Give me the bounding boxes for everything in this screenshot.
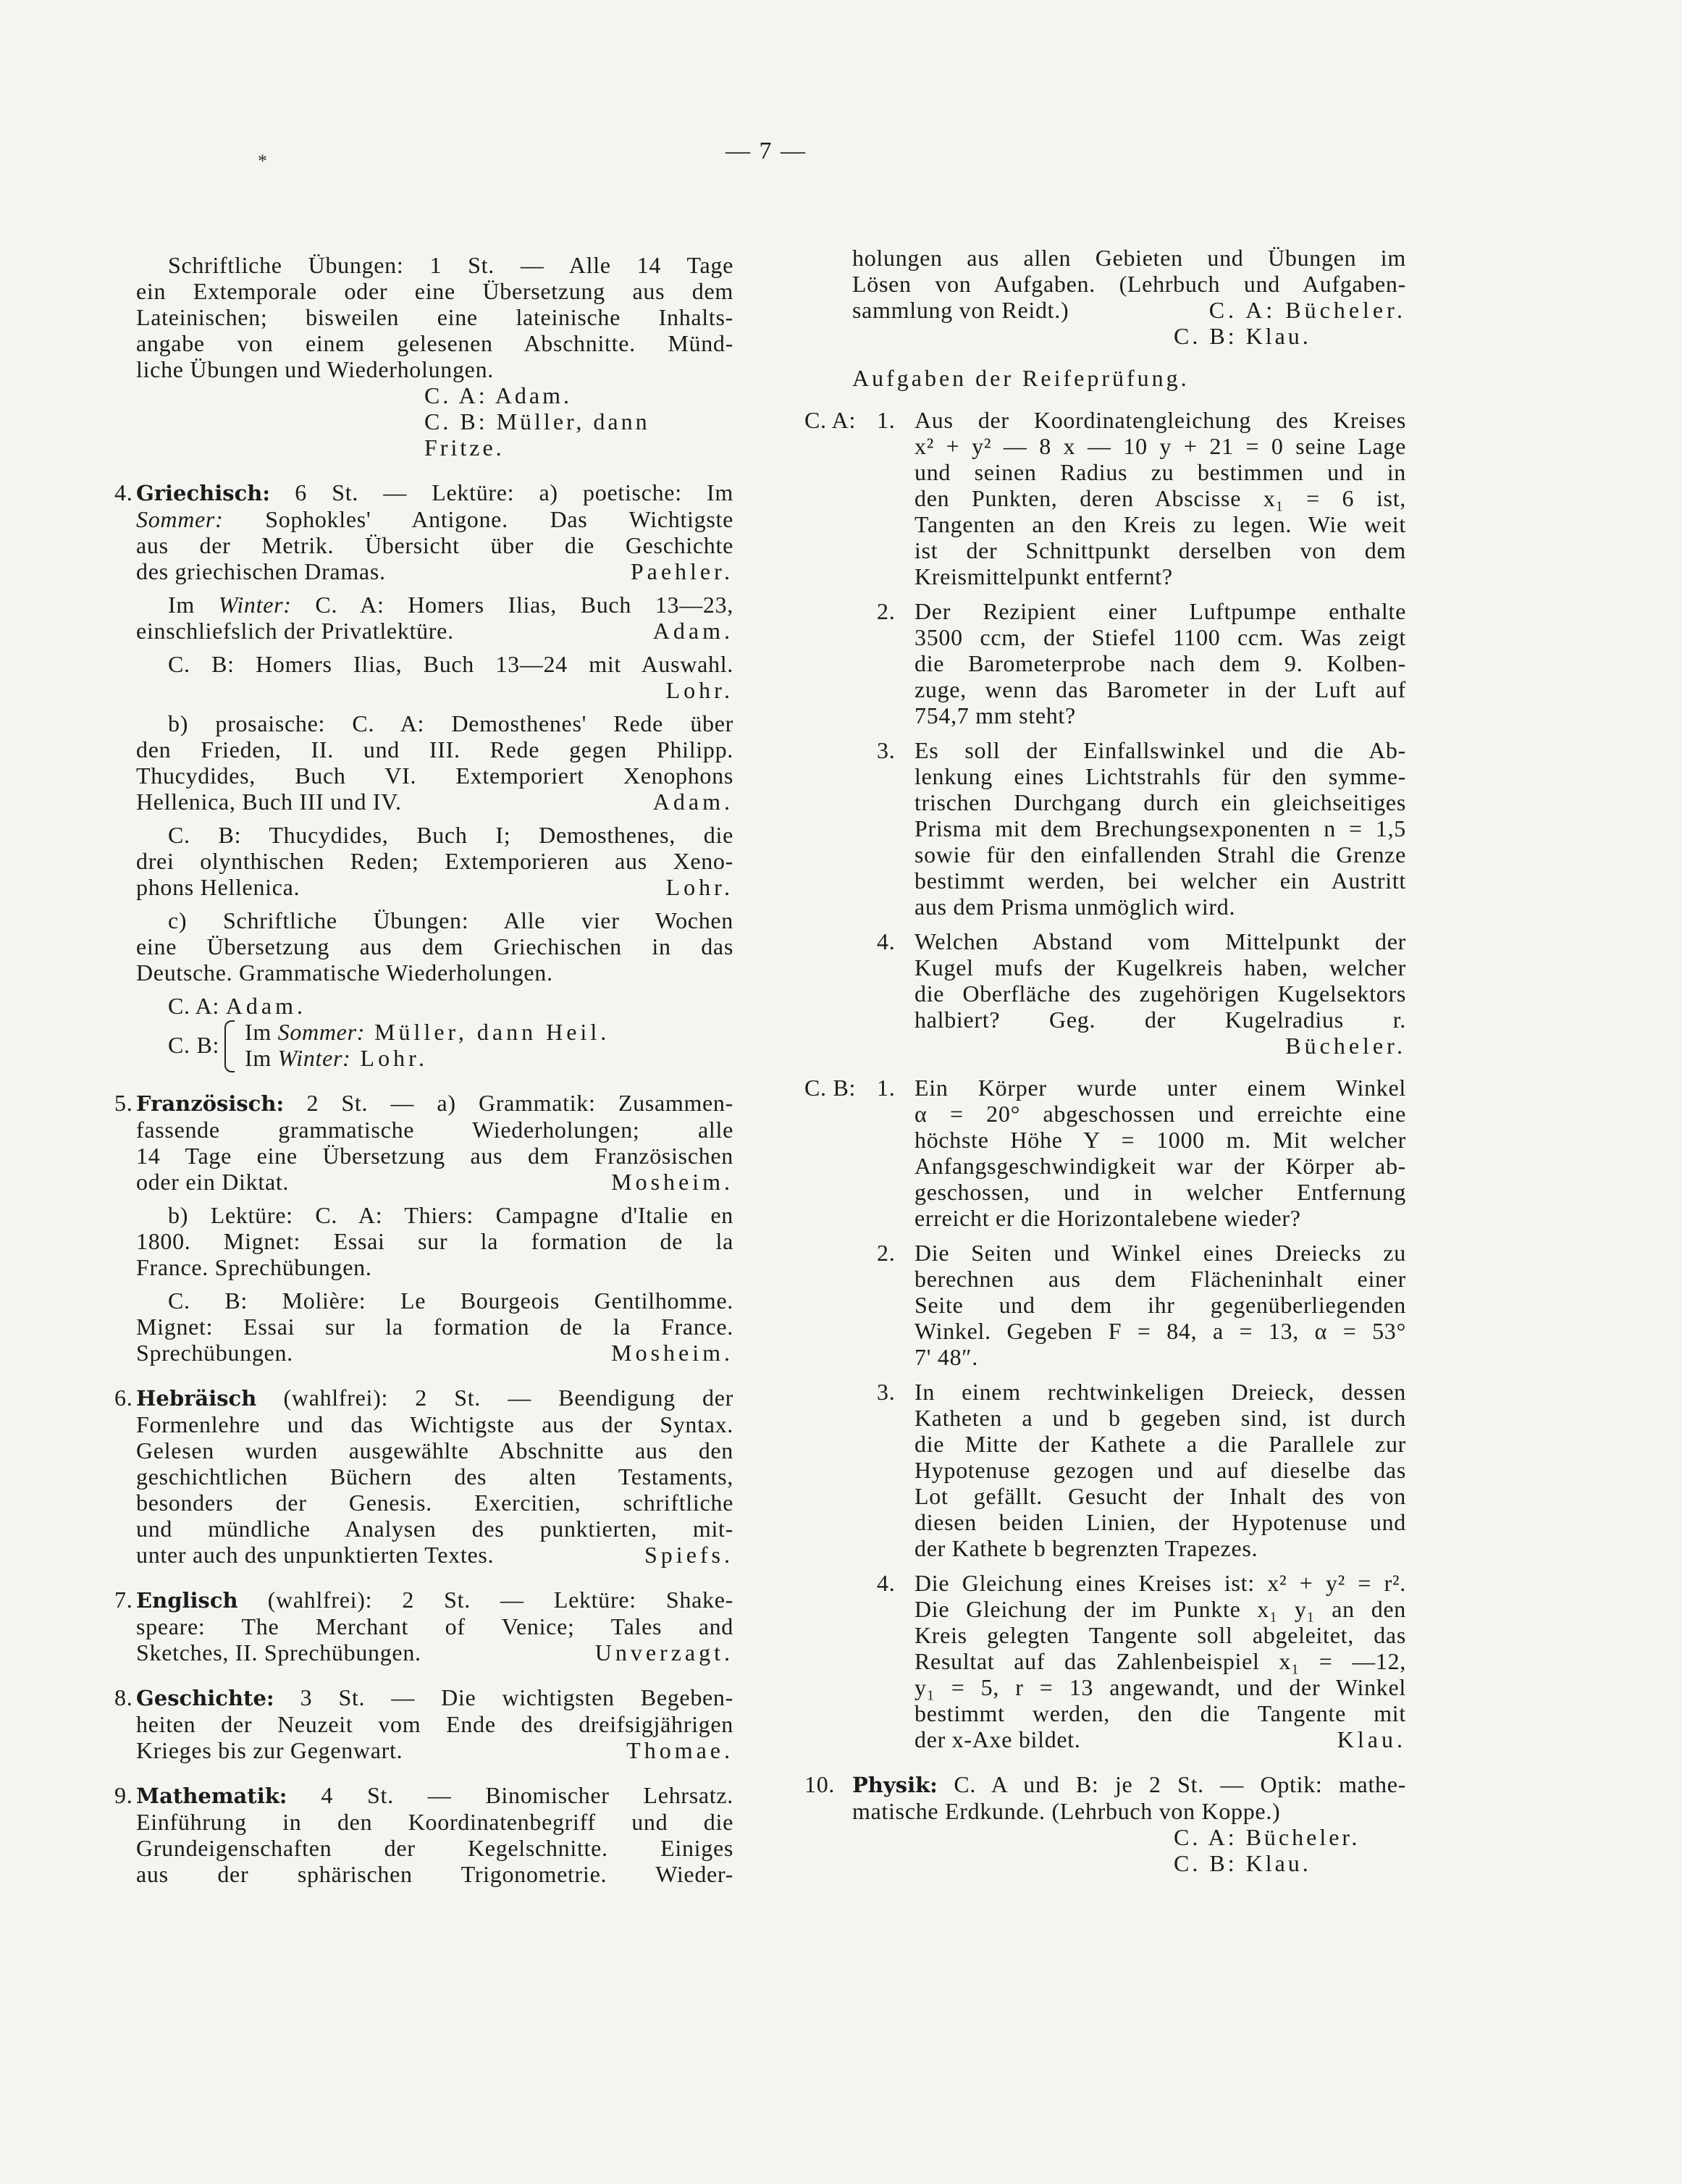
text-line: aus der Metrik. Übersicht über die Geschichte	[136, 532, 733, 558]
teacher-signature: Adam.	[652, 618, 733, 644]
italic-term: Sommer:	[136, 506, 224, 532]
text-line: besonders der Genesis. Exercitien, schriftliche	[136, 1490, 733, 1516]
text-line	[136, 592, 733, 618]
item-block	[804, 1771, 1406, 1824]
brace-symbol	[224, 1020, 235, 1072]
item-number: 4.	[877, 928, 896, 954]
task-group-label: C. B:	[804, 1075, 857, 1101]
credit-block	[852, 1824, 1406, 1876]
text-line: α = 20° abgeschossen und erreichte eine	[914, 1101, 1406, 1127]
teacher-signature: Lohr.	[665, 677, 733, 703]
section-title: Englisch	[136, 1588, 238, 1613]
item-number: 8.	[114, 1684, 133, 1710]
stray-mark: *	[258, 151, 267, 172]
para-block	[136, 822, 733, 900]
line-text-part: oder ein Diktat.	[136, 1169, 290, 1195]
section-title: Geschichte:	[136, 1686, 274, 1710]
text-line	[136, 1090, 733, 1117]
right-column	[804, 245, 1406, 1876]
text-line: Thucydides, Buch VI. Extemporiert Xenophons	[136, 763, 733, 789]
teacher-signature: C. A: Bücheler.	[1208, 297, 1406, 323]
left-column	[114, 245, 733, 1887]
item-number: 9.	[114, 1782, 133, 1808]
text-line: aus dem Prisma unmöglich wird.	[914, 894, 1236, 920]
line-text	[136, 558, 386, 584]
credit-block	[136, 382, 733, 461]
text-line: Seite und dem ihr gegenüberliegenden	[914, 1292, 1406, 1318]
text-line: Ein Körper wurde unter einem Winkel	[914, 1075, 1406, 1101]
text-line: erreicht er die Horizontalebene wieder?	[914, 1205, 1301, 1231]
text-line: 3500 ccm, der Stiefel 1100 ccm. Was zeigt	[914, 624, 1406, 650]
text-line: trischen Durchgang durch ein gleichseitiges	[914, 789, 1406, 815]
italic-term: Winter:	[277, 1045, 351, 1071]
line-text	[136, 1737, 403, 1763]
text-line: Deutsche. Grammatische Wiederholungen.	[136, 959, 553, 986]
item-block	[114, 1587, 733, 1666]
item-number: 5.	[114, 1090, 133, 1116]
teacher-signature: Lohr.	[665, 874, 733, 900]
line-text-part: C. A und B: je 2 St. — Optik: mathe-	[937, 1771, 1406, 1797]
cont-block	[852, 245, 1406, 323]
item-number: 6.	[114, 1385, 133, 1411]
teacher-signature: Mosheim.	[611, 1169, 733, 1195]
text-line: C. B: Klau.	[1174, 1850, 1311, 1876]
para-block	[136, 710, 733, 815]
text-line: Kugel mufs der Kugelkreis haben, welcher	[914, 954, 1406, 980]
text-line	[245, 1045, 733, 1071]
text-line: C. A: Adam.	[424, 382, 573, 408]
text-line: c) Schriftliche Übungen: Alle vier Wochen	[168, 907, 733, 933]
line-text-part: sammlung von Reidt.)	[852, 297, 1069, 323]
text-line	[136, 1385, 733, 1411]
teacher-name: Lohr.	[350, 1045, 428, 1071]
teacher-signature: Bücheler.	[1285, 1033, 1406, 1059]
item-number: 4.	[877, 1570, 896, 1596]
page-number: — 7 —	[726, 138, 807, 164]
para-block	[136, 252, 733, 382]
item-number: 3.	[877, 1379, 896, 1405]
text-line: ist der Schnittpunkt derselben von dem	[914, 537, 1406, 563]
text-line	[136, 1684, 733, 1711]
para-block	[136, 1288, 733, 1366]
text-line: C. B: Homers Ilias, Buch 13—24 mit Auswahl.	[168, 651, 733, 677]
text-line	[136, 1639, 733, 1666]
item-block	[114, 479, 733, 584]
text-line: heiten der Neuzeit vom Ende des dreifsigjährigen	[136, 1711, 733, 1737]
text-line: Die Seiten und Winkel eines Dreiecks zu	[914, 1240, 1406, 1266]
para-block	[136, 1202, 733, 1280]
text-line: C. B: Thucydides, Buch I; Demosthenes, die	[168, 822, 733, 848]
italic-term: Sommer:	[277, 1019, 366, 1045]
text-line: geschichtlichen Büchern des alten Testaments,	[136, 1463, 733, 1490]
item-number: 3.	[877, 737, 896, 763]
text-line	[136, 993, 733, 1019]
task-block	[804, 407, 1406, 589]
text-line	[136, 1587, 733, 1613]
text-line: Lot gefällt. Gesucht der Inhalt des von	[914, 1483, 1406, 1509]
item-number: 1.	[877, 1075, 896, 1101]
teacher-signature: Klau.	[1337, 1726, 1406, 1752]
italic-term: Winter:	[218, 592, 292, 618]
section-title: Französisch:	[136, 1091, 285, 1116]
teacher-signature: Adam.	[652, 789, 733, 815]
item-number: 2.	[877, 1240, 896, 1266]
text-line: Formenlehre und das Wichtigste aus der Syntax.	[136, 1411, 733, 1437]
line-text-part: einschliefslich der Privatlektüre.	[136, 618, 454, 644]
para-block	[136, 907, 733, 986]
item-number: 1.	[877, 407, 896, 433]
text-line	[914, 1726, 1406, 1752]
line-text	[136, 874, 300, 900]
task-block	[852, 1240, 1406, 1370]
text-line: Prisma mit dem Brechungsexponenten n = 1,5	[914, 815, 1406, 841]
text-line	[852, 1771, 1406, 1798]
section-title: Griechisch:	[136, 481, 271, 505]
text-line: Gelesen wurden ausgewählte Abschnitte aus den	[136, 1437, 733, 1463]
text-line	[852, 297, 1406, 323]
task-block	[804, 1075, 1406, 1231]
text-line: 14 Tage eine Übersetzung aus dem Französischen	[136, 1143, 733, 1169]
teacher-name: Müller, dann Heil.	[365, 1019, 610, 1045]
section-title: Mathematik:	[136, 1784, 287, 1808]
text-line: Tangenten an den Kreis zu legen. Wie weit	[914, 511, 1406, 537]
item-block	[114, 1385, 733, 1568]
text-line: Es soll der Einfallswinkel und die Ab-	[914, 737, 1406, 763]
text-line: Grundeigenschaften der Kegelschnitte. Einiges	[136, 1835, 733, 1861]
text-line: C. B: Molière: Le Bourgeois Gentilhomme.	[168, 1288, 733, 1314]
line-text	[136, 789, 402, 815]
text-line: holungen aus allen Gebieten und Übungen im	[852, 245, 1406, 271]
text-line: diesen beiden Linien, der Hypotenuse und	[914, 1509, 1406, 1535]
text-line: Winkel. Gegeben F = 84, a = 13, α = 53°	[914, 1318, 1406, 1344]
section-title: Hebräisch	[136, 1386, 257, 1411]
teacher-signature: Paehler.	[630, 558, 733, 584]
text-line: aus der sphärischen Trigonometrie. Wieder-	[136, 1861, 733, 1887]
text-line: höchste Höhe Y = 1000 m. Mit welcher	[914, 1127, 1406, 1153]
para-block	[136, 993, 733, 1019]
line-prefix: Im	[245, 1019, 278, 1045]
line-text-part: C. A: Homers Ilias, Buch 13—23,	[291, 592, 733, 618]
para-block	[136, 651, 733, 703]
text-line: bestimmt werden, den die Tangente mit	[914, 1700, 1406, 1726]
text-line: und seinen Radius zu bestimmen und in	[914, 459, 1406, 485]
text-line: der Kathete b begrenzten Trapezes.	[914, 1535, 1258, 1561]
text-line	[136, 677, 733, 703]
line-text-part: der x-Axe bildet.	[914, 1726, 1081, 1752]
line-text-part: des griechischen Dramas.	[136, 558, 386, 584]
teacher-signature: Unverzagt.	[594, 1639, 733, 1666]
text-line	[136, 1542, 733, 1568]
text-line: Welchen Abstand vom Mittelpunkt der	[914, 928, 1406, 954]
line-prefix: Im	[245, 1045, 278, 1071]
para-block	[136, 592, 733, 644]
text-line: Katheten a und b gegeben sind, ist durch	[914, 1405, 1406, 1431]
task-block	[852, 598, 1406, 728]
text-line: C. B: Klau.	[1174, 323, 1311, 349]
text-line: die Barometerprobe nach dem 9. Kolben-	[914, 650, 1406, 676]
text-line: angabe von einem gelesenen Abschnitte. Münd-	[136, 330, 733, 356]
text-line: Hypotenuse gezogen und auf dieselbe das	[914, 1457, 1406, 1483]
text-line: halbiert? Geg. der Kugelradius r.	[914, 1007, 1406, 1033]
line-text-part: Sprechübungen.	[136, 1340, 293, 1366]
line-text	[136, 1639, 421, 1666]
text-line: C. B: Müller, dann Fritze.	[424, 408, 650, 461]
text-line: den Frieden, II. und III. Rede gegen Philipp.	[136, 736, 733, 763]
line-text-part: phons Hellenica.	[136, 874, 300, 900]
text-line: matische Erdkunde. (Lehrbuch von Koppe.)	[852, 1798, 1281, 1824]
brace-label: C. B:	[168, 1032, 220, 1058]
text-line	[245, 1019, 733, 1045]
text-line: y₁ = 5, r = 13 angewandt, und der Winkel	[914, 1674, 1406, 1700]
task-block	[852, 1570, 1406, 1752]
text-line: eine Übersetzung aus dem Griechischen in das	[136, 933, 733, 959]
text-line: Lateinischen; bisweilen eine lateinische Inhalts-	[136, 304, 733, 330]
task-block	[852, 737, 1406, 920]
text-line	[136, 1737, 733, 1763]
text-line: Schriftliche Übungen: 1 St. — Alle 14 Tage	[168, 252, 733, 278]
text-line: bestimmt werden, bei welcher ein Austritt	[914, 868, 1406, 894]
text-line: speare: The Merchant of Venice; Tales and	[136, 1613, 733, 1639]
task-block	[852, 1379, 1406, 1561]
text-line: geschossen, und in welcher Entfernung	[914, 1179, 1406, 1205]
text-line: und mündliche Analysen des punktierten, mit-	[136, 1516, 733, 1542]
line-text-part: 3 St. — Die wichtigsten Begeben-	[274, 1684, 733, 1710]
text-line: berechnen aus dem Flächeninhalt einer	[914, 1266, 1406, 1292]
text-line: die Oberfläche des zugehörigen Kugelsektors	[914, 980, 1406, 1007]
text-line: Anfangsgeschwindigkeit war der Körper ab-	[914, 1153, 1406, 1179]
text-line: In einem rechtwinkeligen Dreieck, dessen	[914, 1379, 1406, 1405]
text-line: Der Rezipient einer Luftpumpe enthalte	[914, 598, 1406, 624]
text-line: x² + y² — 8 x — 10 y + 21 = 0 seine Lage	[914, 433, 1406, 459]
line-text-part: (wahlfrei): 2 St. — Lektüre: Shake-	[237, 1587, 733, 1613]
text-line	[136, 1340, 733, 1366]
text-line: b) Lektüre: C. A: Thiers: Campagne d'Italie en	[168, 1202, 733, 1228]
line-text-part: 4 St. — Binomischer Lehrsatz.	[287, 1782, 733, 1808]
teacher-signature: Mosheim.	[611, 1340, 733, 1366]
line-text	[136, 1169, 289, 1195]
text-line: den Punkten, deren Abscisse x₁ = 6 ist,	[914, 485, 1406, 511]
text-line: die Mitte der Kathete a die Parallele zur	[914, 1431, 1406, 1457]
line-text	[914, 1726, 1081, 1752]
text-line: Lösen von Aufgaben. (Lehrbuch und Aufgaben-	[852, 271, 1406, 297]
text-line: Aus der Koordinatengleichung des Kreises	[914, 407, 1406, 433]
teacher-name: Adam.	[225, 993, 306, 1019]
teacher-signature: Thomae.	[626, 1737, 733, 1763]
text-line: Aufgaben der Reifeprüfung.	[852, 365, 1190, 391]
text-line: Kreis gelegten Tangente soll abgeleitet, das	[914, 1622, 1406, 1648]
line-text-part: (wahlfrei): 2 St. — Beendigung der	[256, 1385, 733, 1411]
item-number: 2.	[877, 598, 896, 624]
text-line: Einführung in den Koordinatenbegriff und die	[136, 1809, 733, 1835]
item-block	[114, 1090, 733, 1195]
text-line: liche Übungen und Wiederholungen.	[136, 356, 494, 382]
text-line: France. Sprechübungen.	[136, 1254, 372, 1280]
credit-block	[852, 323, 1406, 349]
section-title: Physik:	[852, 1773, 938, 1797]
line-text-part: Sketches, II. Sprechübungen.	[136, 1639, 421, 1666]
text-line	[914, 1033, 1406, 1059]
line-prefix: Im	[168, 592, 219, 618]
text-line: Mignet: Essai sur la formation de la France.	[136, 1314, 733, 1340]
text-line: lenkung eines Lichtstrahls für den symme-	[914, 763, 1406, 789]
line-text-part: 6 St. — Lektüre: a) poetische: Im	[270, 479, 733, 505]
task-block	[852, 928, 1406, 1059]
text-line: Die Gleichung eines Kreises ist: x² + y² = r².	[914, 1570, 1406, 1596]
text-line: Resultat auf das Zahlenbeispiel x₁ = —12,	[914, 1648, 1406, 1674]
text-line	[136, 1169, 733, 1195]
item-number: 10.	[804, 1771, 836, 1797]
line-text-part: Hellenica, Buch III und IV.	[136, 789, 402, 815]
item-number: 4.	[114, 479, 133, 505]
text-line: Kreismittelpunkt entfernt?	[914, 563, 1173, 589]
text-line: drei olynthischen Reden; Extemporieren aus Xeno-	[136, 848, 733, 874]
text-line: fassende grammatische Wiederholungen; alle	[136, 1117, 733, 1143]
text-line	[136, 789, 733, 815]
text-line: C. A: Bücheler.	[1174, 1824, 1361, 1850]
text-line	[136, 618, 733, 644]
line-text-part: unter auch des unpunktierten Textes.	[136, 1542, 495, 1568]
text-line	[136, 506, 733, 532]
teacher-signature: Spiefs.	[644, 1542, 733, 1568]
line-text	[852, 297, 1069, 323]
text-line	[136, 479, 733, 506]
item-number: 7.	[114, 1587, 133, 1613]
line-text	[136, 618, 454, 644]
text-line: 754,7 mm steht?	[914, 702, 1076, 728]
text-line	[136, 874, 733, 900]
item-block	[114, 1684, 733, 1763]
text-line: b) prosaische: C. A: Demosthenes' Rede über	[168, 710, 733, 736]
item-block	[114, 1782, 733, 1887]
text-line: Die Gleichung der im Punkte x₁ y₁ an den	[914, 1596, 1406, 1622]
line-text-part: Sophokles' Antigone. Das Wichtigste	[223, 506, 733, 532]
text-line: 1800. Mignet: Essai sur la formation de la	[136, 1228, 733, 1254]
task-group-label: C. A:	[804, 407, 857, 433]
text-line	[136, 1782, 733, 1809]
line-text-part: Krieges bis zur Gegenwart.	[136, 1737, 403, 1763]
text-line	[136, 558, 733, 584]
line-text	[136, 1340, 293, 1366]
line-text-part: 2 St. — a) Grammatik: Zusammen-	[284, 1090, 733, 1116]
text-line: ein Extemporale oder eine Übersetzung aus dem	[136, 278, 733, 304]
line-text	[136, 1542, 494, 1568]
brace-block	[136, 1019, 733, 1071]
text-line: 7' 48″.	[914, 1344, 978, 1370]
line-text-part: C. A:	[168, 993, 226, 1019]
text-line: zuge, wenn das Barometer in der Luft auf	[914, 676, 1406, 702]
text-line: sowie für den einfallenden Strahl die Grenze	[914, 841, 1406, 868]
heading-block	[852, 365, 1406, 391]
